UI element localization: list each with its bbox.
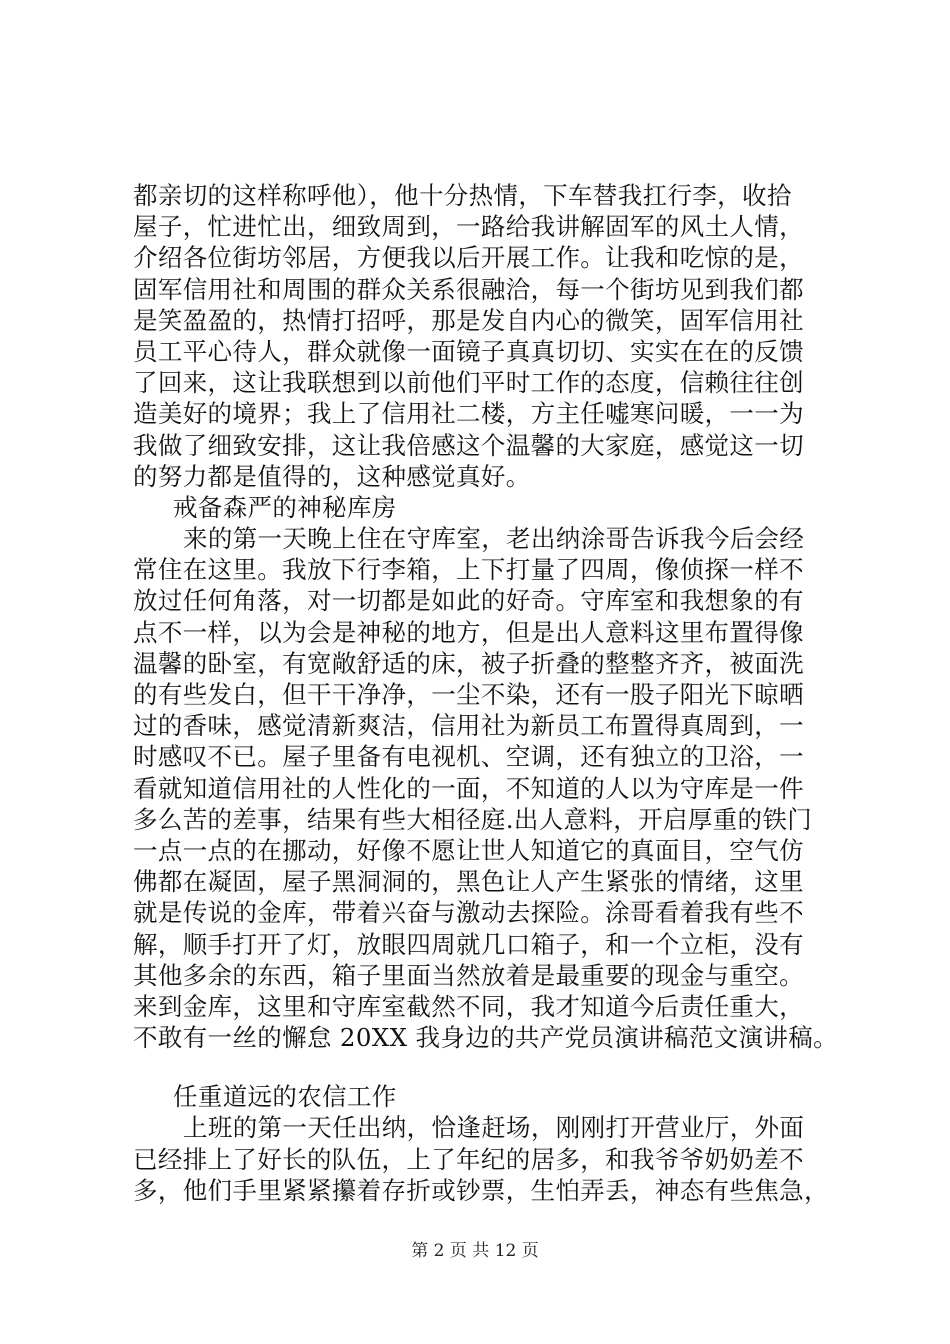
text-line: 点不一样，以为会是神秘的地方，但是出人意料这里布置得像 bbox=[133, 617, 804, 647]
section-3 bbox=[133, 1081, 833, 1206]
text-line: 其他多余的东西，箱子里面当然放着是最重要的现金与重空。 bbox=[133, 960, 804, 990]
text-line: 佛都在凝固，屋子黑洞洞的，黑色让人产生紧张的情绪，这里 bbox=[133, 867, 804, 897]
document-body bbox=[133, 180, 838, 1206]
text-line: 介绍各位街坊邻居，方便我以后开展工作。让我和吃惊的是， bbox=[133, 243, 804, 273]
text-line: 不敢有一丝的懈怠 20XX 我身边的共产党员演讲稿范文演讲稿。 bbox=[133, 1023, 838, 1053]
text-line: 时感叹不已。屋子里备有电视机、空调，还有独立的卫浴，一 bbox=[133, 742, 804, 772]
section-heading: 戒备森严的神秘库房 bbox=[173, 492, 397, 522]
section-2 bbox=[133, 492, 838, 1053]
text-line: 的努力都是值得的，这种感觉真好。 bbox=[133, 461, 531, 491]
page-number-footer: 第 2 页 共 12 页 bbox=[411, 1241, 539, 1261]
text-line: 看就知道信用社的人性化的一面，不知道的人以为守库是一件 bbox=[133, 773, 804, 803]
text-line: 过的香味，感觉清新爽洁，信用社为新员工布置得真周到，一 bbox=[133, 711, 804, 741]
text-line: 的有些发白，但干干净净，一尘不染，还有一股子阳光下晾晒 bbox=[133, 680, 804, 709]
text-line: 多，他们手里紧紧攥着存折或钞票，生怕弄丢，神态有些焦急， bbox=[133, 1175, 829, 1205]
text-line: 固军信用社和周围的群众关系很融洽，每一个街坊见到我们都 bbox=[133, 274, 804, 304]
paragraph-gap bbox=[133, 1053, 833, 1081]
text-line: 常住在这里。我放下行李箱，上下打量了四周，像侦探一样不 bbox=[133, 555, 804, 585]
text-line: 我做了细致安排，这让我倍感这个温馨的大家庭，感觉这一切 bbox=[133, 430, 804, 460]
text-line: 就是传说的金库，带着兴奋与激动去探险。涂哥看着我有些不 bbox=[133, 898, 804, 928]
section-heading: 任重道远的农信工作 bbox=[173, 1082, 397, 1112]
paragraph-1 bbox=[133, 180, 833, 492]
text-line: 都亲切的这样称呼他），他十分热情，下车替我扛行李，收拾 bbox=[133, 181, 792, 210]
text-line: 来到金库，这里和守库室截然不同，我才知道今后责任重大， bbox=[133, 991, 804, 1021]
text-line: 解，顺手打开了灯，放眼四周就几口箱子，和一个立柜，没有 bbox=[133, 929, 804, 959]
text-line: 员工平心待人，群众就像一面镜子真真切切、实实在在的反馈 bbox=[133, 336, 804, 366]
text-line: 屋子，忙进忙出，细致周到，一路给我讲解固军的风土人情， bbox=[133, 212, 804, 242]
text-line: 上班的第一天任出纳，恰逢赶场，刚刚打开营业厅，外面 bbox=[183, 1113, 805, 1143]
text-line: 是笑盈盈的，热情打招呼，那是发自内心的微笑，固军信用社 bbox=[133, 305, 804, 335]
text-line: 一点一点的在挪动，好像不愿让世人知道它的真面目，空气仿 bbox=[133, 835, 804, 865]
text-line: 温馨的卧室，有宽敞舒适的床，被子折叠的整整齐齐，被面洗 bbox=[133, 648, 804, 678]
text-line: 多么苦的差事，结果有些大相径庭.出人意料，开启厚重的铁门 bbox=[133, 804, 813, 834]
text-line: 已经排上了好长的队伍，上了年纪的居多，和我爷爷奶奶差不 bbox=[133, 1144, 804, 1174]
text-line: 放过任何角落，对一切都是如此的好奇。守库室和我想象的有 bbox=[133, 586, 804, 616]
text-line: 造美好的境界；我上了信用社二楼，方主任嘘寒问暖，一一为 bbox=[133, 399, 804, 429]
text-line: 了回来，这让我联想到以前他们平时工作的态度，信赖往往创 bbox=[133, 368, 804, 398]
text-line: 来的第一天晚上住在守库室，老出纳涂哥告诉我今后会经 bbox=[183, 524, 805, 554]
